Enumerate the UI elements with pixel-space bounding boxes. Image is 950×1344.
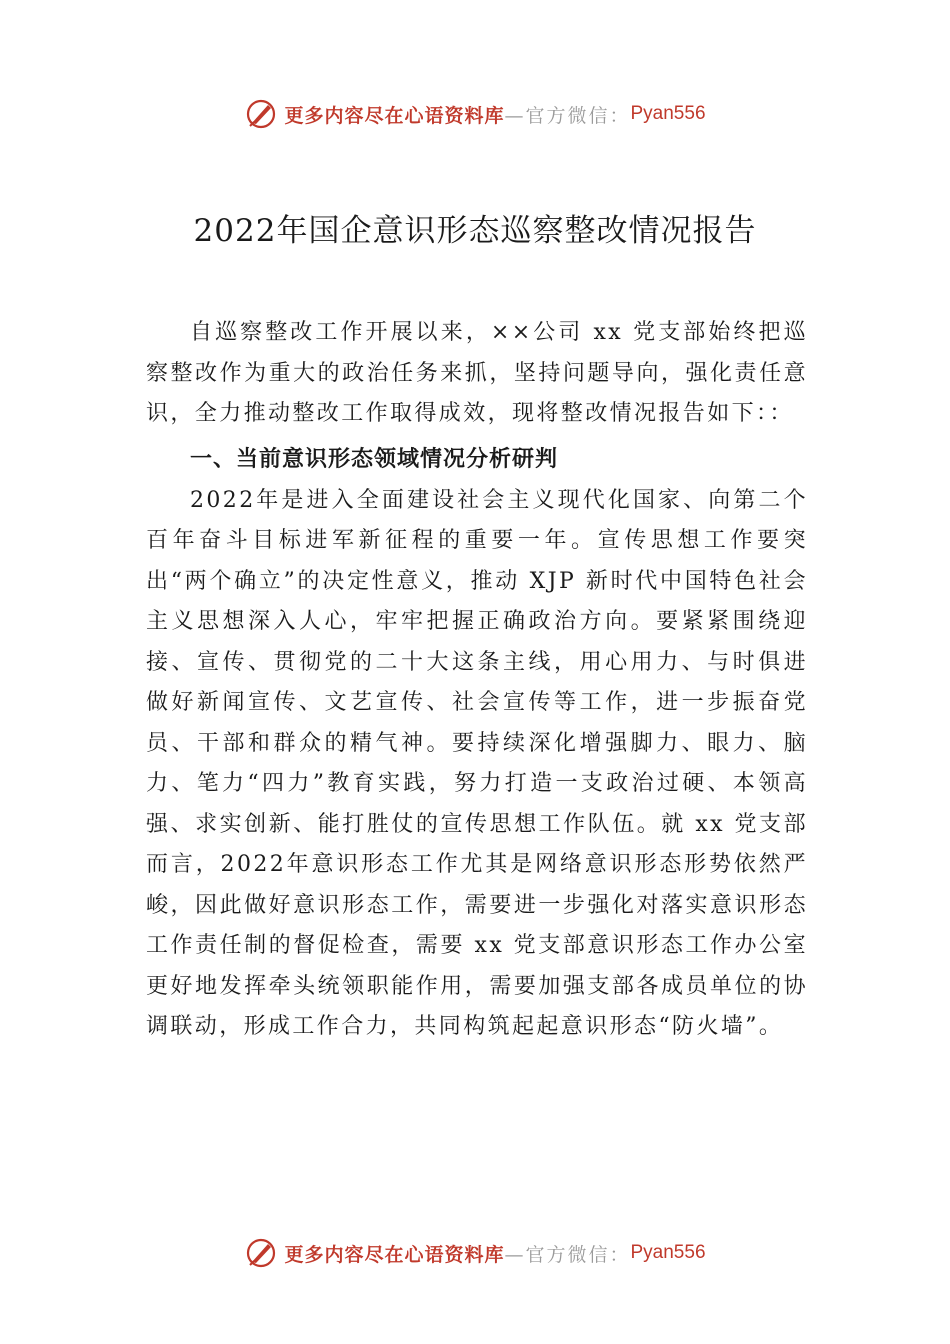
watermark-separator: —官方微信： [504, 104, 631, 127]
document-body [146, 313, 808, 1048]
watermark-wechat-id: Pyan556 [630, 103, 706, 124]
watermark-separator: —官方微信： [504, 1243, 631, 1266]
quill-logo-icon [244, 97, 278, 131]
watermark-text: 更多内容尽在心语资料库 [284, 104, 505, 127]
watermark-text: 更多内容尽在心语资料库 [284, 1243, 505, 1266]
header-watermark [0, 94, 950, 134]
watermark-wechat-id: Pyan556 [630, 1242, 706, 1263]
section-heading: 一、当前意识形态领域情况分析研判 [190, 446, 559, 472]
intro-paragraph: 自巡察整改工作开展以来，××公司 xx 党支部始终把巡察整改作为重大的政治任务来抓，坚持问题导向，强化责任意识，全力推动整改工作取得成效，现将整改情况报告如下：： [146, 320, 808, 426]
section-paragraph: 2022年是进入全面建设社会主义现代化国家、向第二个百年奋斗目标进军新征程的重要一年。宣传思想工作要突出“两个确立”的决定性意义，推动 XJP 新时代中国特色社会主义思想深入人心，牢牢把握正确政治方向。要紧紧围绕迎接、宣传、贯彻党的二十大这条主线，用心用力、与时俱进 做好新闻宣传、文艺宣传、社会宣传等工作，进一步振奋党员、干部和群众的精气神。要持续深化增强脚力、眼力、脑力、笔力“四力”教育实践，努力打造一支政治过硬、本领高强、求实创新、能打胜仗的宣传思想工作队伍。就 xx 党支部而言，2022年意识形态工作尤其是网络意识形态形势依然严峻，因此做好意识形态工作，需要进一步强化对落实意识形态工作责任制的督促检查，需要 xx 党支部意识形态工作办公室更好地发挥牵头统领职能作用，需要加强支部各成员单位的协调联动，形成工作合力，共同构筑起起意识形态“防火墙”。 [146, 487, 808, 1039]
footer-watermark [0, 1233, 950, 1273]
quill-logo-icon [244, 1236, 278, 1270]
document-title: 2022年国企意识形态巡察整改情况报告 [193, 213, 757, 249]
